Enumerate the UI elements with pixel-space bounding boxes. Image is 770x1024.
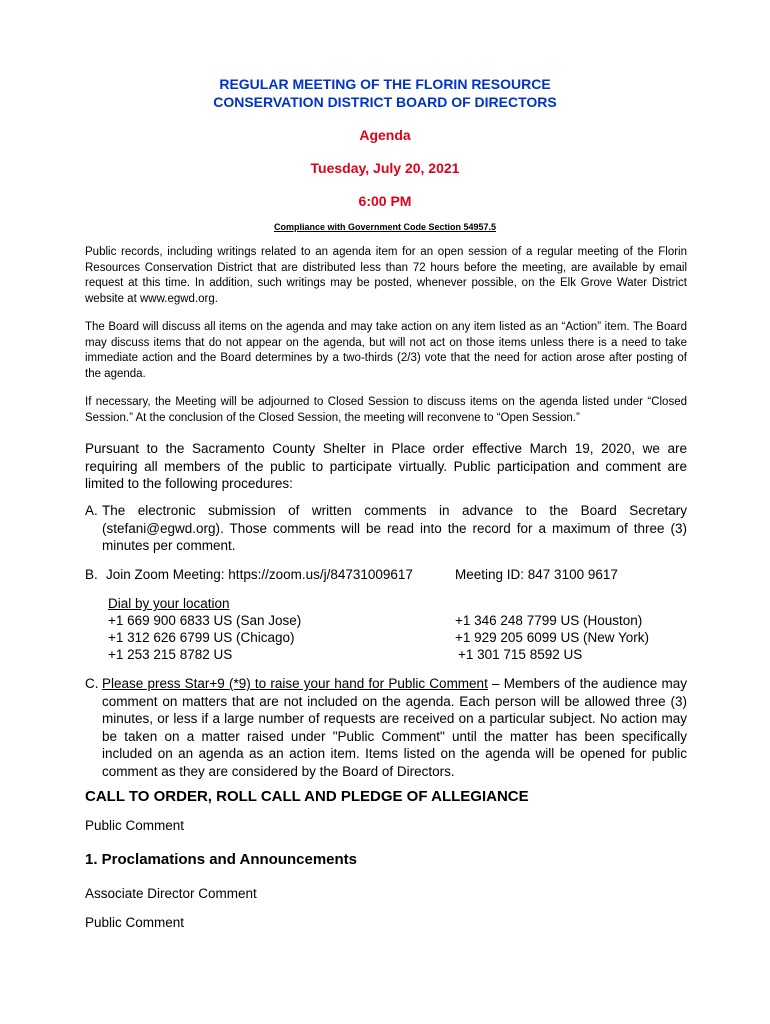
call-to-order-heading: CALL TO ORDER, ROLL CALL AND PLEDGE OF ALLEGIANCE [85,788,529,805]
meeting-id: Meeting ID: 847 3100 9617 [455,567,618,582]
procedure-c-text-block [102,675,687,780]
associate-director-comment: Associate Director Comment [85,886,257,901]
procedure-a-label: A. [85,503,98,518]
meeting-date: Tuesday, July 20, 2021 [310,160,460,176]
public-comment-2: Public Comment [85,915,185,930]
item-1-heading: 1. Proclamations and Announcements [85,851,357,868]
compliance-heading: Compliance with Government Code Section 54957.5 [273,222,497,232]
procedure-c-text: Members of the audience may comment on matters that are not included on the agenda. Each person will be allowed three (3) minutes, or less if a large number of requests are received on a particular subject. No action may be taken on a matter raised under "Public Comment" until the matter has been specifically included on an agenda as an action item. Items listed on the agenda will be opened for public comment as they are considered by the Board of Directors. [102,676,688,779]
agenda-label: Agenda [359,127,411,143]
closed-session-paragraph: If necessary, the Meeting will be adjourned to Closed Session to discuss items on the agenda listed under “Closed Session.” At the conclusion of the Closed Session, the meeting will reconvene to “Open Session.” [85,396,687,424]
board-discuss-paragraph: The Board will discuss all items on the agenda and may take action on any item listed as an “Action” item. The Board may discuss items that do not appear on the agenda, but will not act on those items unless there is a need to take immediate action and the Board determines by a two-thirds (2/3) vote that the need for action arose after posting of the agenda. [85,321,687,380]
procedure-a-text: The electronic submission of written comments in advance to the Board Secretary (stefani@egwd.org). Those comments will be read into the record for a maximum of three (3) minutes per comment. [102,503,687,553]
dial-number-chicago: +1 312 626 6799 US (Chicago) [108,630,295,645]
dial-number-new-york: +1 929 205 6099 US (New York) [455,630,650,645]
dial-by-location-label: Dial by your location [108,596,230,611]
public-comment-1: Public Comment [85,818,185,833]
procedure-c-label: C. [85,676,99,691]
dial-number-washington: +1 301 715 8592 US [458,647,583,662]
public-records-paragraph: Public records, including writings related to an agenda item for an open session of a regular meeting of the Florin Resources Conservation District that are distributed less than 72 hours before the meeting, are available by email request at this time. In addition, such writings may be posted, whenever possible, on the Elk Grove Water District website at www.egwd.org. [85,246,687,305]
meeting-title-line1: REGULAR MEETING OF THE FLORIN RESOURCE [219,76,551,92]
pursuant-paragraph: Pursuant to the Sacramento County Shelter in Place order effective March 19, 2020, we are requiring all members of the public to participate virtually. Public participation and comment are limited to the following procedures: [85,441,687,491]
zoom-link[interactable]: Join Zoom Meeting: https://zoom.us/j/84731009617 [106,567,413,582]
meeting-title-line2: CONSERVATION DISTRICT BOARD OF DIRECTORS [213,94,557,110]
meeting-time: 6:00 PM [358,193,412,209]
raise-hand-instruction: Please press Star+9 (*9) to raise your hand for Public Comment [102,676,488,691]
procedure-c-dash: – [487,676,504,691]
procedure-b-label: B. [85,567,98,582]
dial-number-san-jose: +1 669 900 6833 US (San Jose) [108,613,302,628]
dial-number-tacoma: +1 253 215 8782 US [108,647,233,662]
dial-number-houston: +1 346 248 7799 US (Houston) [455,613,643,628]
